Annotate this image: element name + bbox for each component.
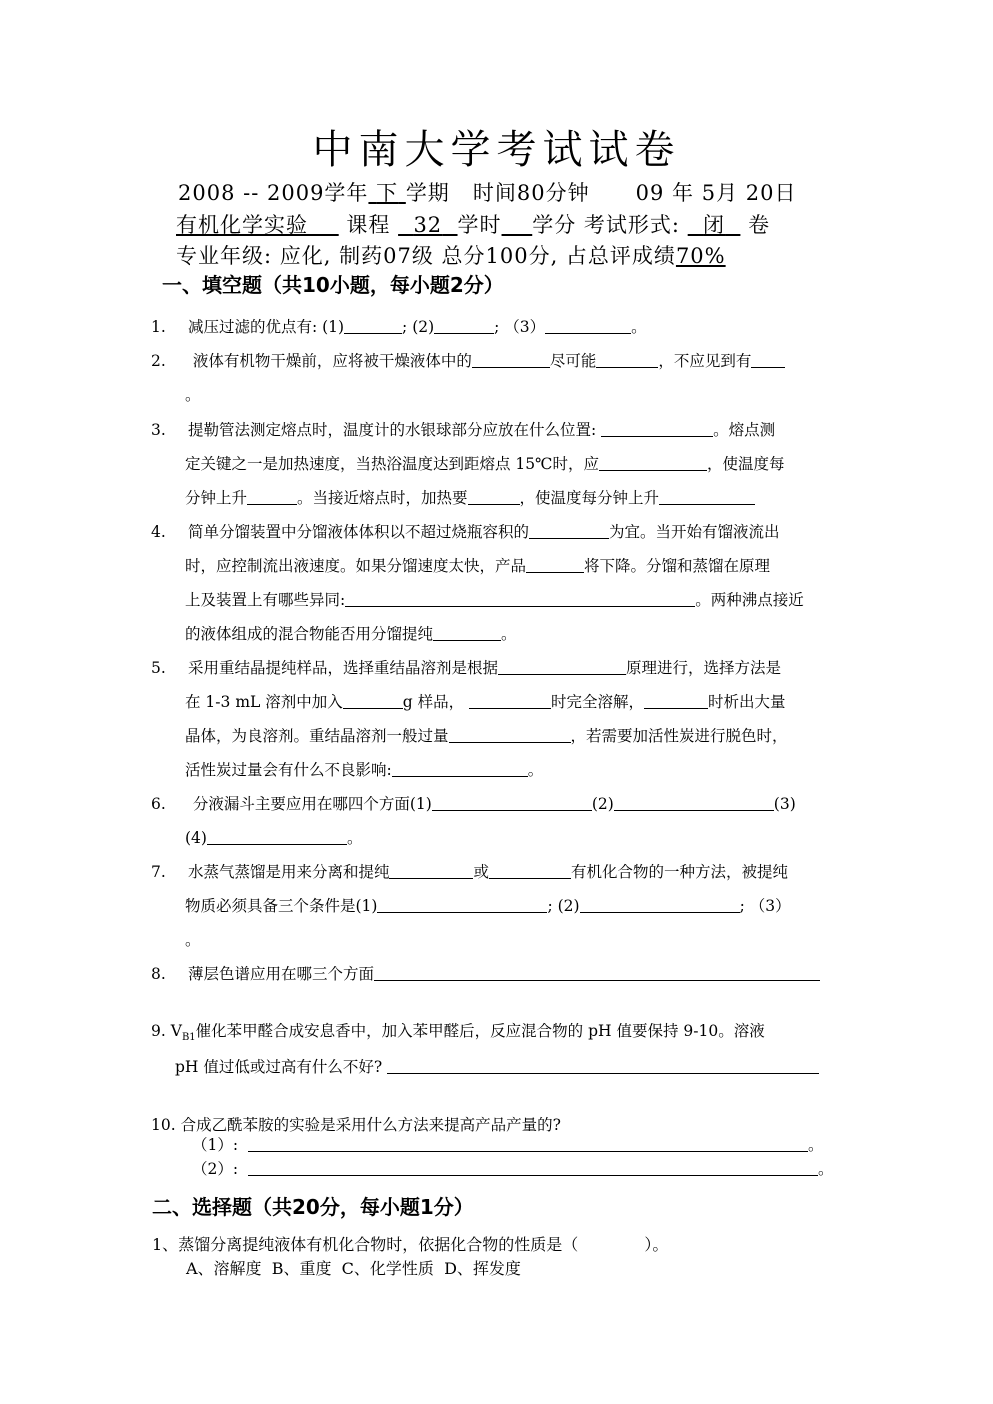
question-text: 。熔点测 bbox=[713, 421, 776, 439]
answer-blank[interactable] bbox=[392, 758, 528, 777]
question-text: (3) bbox=[773, 795, 796, 813]
answer-blank[interactable] bbox=[449, 724, 571, 743]
answer-blank[interactable] bbox=[377, 894, 547, 913]
question-3 bbox=[151, 413, 775, 447]
question-text: 催化苯甲醛合成安息香中，加入苯甲醛后，反应混合物的 pH 值要保持 9-10。溶液 bbox=[195, 1022, 765, 1040]
question-text: 蒸馏分离提纯液体有机化合物时，依据化合物的性质是（ bbox=[178, 1235, 579, 1254]
exam-title: 中南大学考试试卷 bbox=[312, 127, 681, 173]
hours-label: 学时 bbox=[457, 213, 502, 237]
answer-blank[interactable] bbox=[580, 894, 740, 913]
answer-blank[interactable] bbox=[434, 315, 494, 334]
question-7-end: 。 bbox=[185, 931, 201, 949]
question-text: 。两种沸点接近 bbox=[695, 591, 804, 609]
course-label: 课程 bbox=[346, 213, 391, 237]
answer-blank[interactable] bbox=[469, 690, 551, 709]
question-10-answer-1 bbox=[192, 1133, 823, 1157]
answer-blank[interactable] bbox=[599, 452, 707, 471]
answer-blank[interactable] bbox=[344, 315, 402, 334]
question-8 bbox=[151, 957, 820, 991]
question-text: 分钟上升 bbox=[185, 489, 248, 507]
question-text: 或 bbox=[473, 863, 489, 881]
answer-blank[interactable] bbox=[387, 1055, 819, 1074]
exam-form-label: 考试形式: bbox=[583, 213, 680, 237]
question-4-line-4 bbox=[185, 617, 517, 651]
answer-label: （2）: bbox=[192, 1160, 239, 1178]
question-text: ，不应见到有 bbox=[658, 352, 752, 370]
credit-blank bbox=[502, 213, 533, 237]
question-9 bbox=[151, 1014, 765, 1055]
question-text: 原理进行，选择方法是 bbox=[625, 659, 781, 677]
course-name: 有机化学实验 bbox=[176, 213, 308, 237]
question-text: ，使温度每分钟上升 bbox=[519, 489, 660, 507]
question-5-line-3 bbox=[185, 719, 788, 753]
exam-form: 闭 bbox=[703, 213, 726, 237]
question-text: 将下降。分馏和蒸馏在原理 bbox=[584, 557, 771, 575]
answer-blank[interactable] bbox=[374, 962, 820, 981]
question-text: 时完全溶解， bbox=[551, 693, 645, 711]
question-10-answer-2 bbox=[192, 1157, 833, 1181]
question-6 bbox=[151, 787, 796, 821]
academic-year: 2008 -- 2009学年 bbox=[178, 181, 369, 205]
question-number: 10. bbox=[151, 1116, 176, 1134]
answer-blank[interactable] bbox=[432, 792, 592, 811]
question-4 bbox=[151, 515, 779, 549]
question-1 bbox=[151, 310, 647, 344]
answer-blank[interactable] bbox=[526, 554, 584, 573]
question-text: 定关键之一是加热速度，当热浴温度达到距熔点 15℃时，应 bbox=[185, 455, 599, 473]
answer-blank[interactable] bbox=[472, 349, 550, 368]
question-text: 。当接近熔点时，加热要 bbox=[297, 489, 468, 507]
answer-blank[interactable] bbox=[248, 1133, 808, 1152]
answer-slot[interactable] bbox=[578, 1235, 644, 1254]
question-text: ）。 bbox=[644, 1235, 669, 1254]
question-number: 3. bbox=[151, 421, 166, 439]
question-3-line-2 bbox=[185, 447, 785, 481]
header-line-2 bbox=[176, 210, 770, 240]
question-text: ; （3） bbox=[739, 897, 791, 915]
vitamin-symbol: $V_{B1}$ bbox=[170, 1022, 196, 1044]
question-text: pH 值过低或过高有什么不好? bbox=[175, 1058, 383, 1076]
question-5-line-4 bbox=[185, 753, 543, 787]
question-6-line-2 bbox=[185, 821, 362, 855]
answer-label: （1）: bbox=[192, 1136, 239, 1154]
question-text: ; (2) bbox=[402, 318, 435, 336]
answer-blank[interactable] bbox=[596, 349, 658, 368]
question-text: 分液漏斗主要应用在哪四个方面(1) bbox=[192, 795, 432, 813]
question-text: 有机化合物的一种方法，被提纯 bbox=[570, 863, 788, 881]
exam-date: 09 年 5月 20日 bbox=[635, 181, 797, 205]
question-number: 6. bbox=[151, 795, 166, 813]
question-text: 合成乙酰苯胺的实验是采用什么方法来提高产品产量的? bbox=[180, 1116, 561, 1134]
question-text: 提勒管法测定熔点时，温度计的水银球部分应放在什么位置: bbox=[187, 421, 597, 439]
answer-blank[interactable] bbox=[529, 520, 609, 539]
question-text: ; (2) bbox=[547, 897, 580, 915]
question-text: 上及装置上有哪些异同: bbox=[185, 591, 346, 609]
answer-blank[interactable] bbox=[248, 1157, 818, 1176]
course-hours: 32 bbox=[413, 213, 443, 237]
answer-blank[interactable] bbox=[343, 690, 403, 709]
section-2-title: 二、选择题（共20分，每小题1分） bbox=[152, 1195, 474, 1219]
question-number: 1、 bbox=[152, 1235, 179, 1254]
answer-blank[interactable] bbox=[751, 349, 785, 368]
question-text: 采用重结晶提纯样品，选择重结晶溶剂是根据 bbox=[187, 659, 498, 677]
question-text: 尽可能 bbox=[549, 352, 597, 370]
question-2-end: 。 bbox=[185, 386, 201, 404]
question-number: 2. bbox=[151, 352, 166, 370]
answer-blank[interactable] bbox=[468, 486, 520, 505]
answer-blank[interactable] bbox=[644, 690, 708, 709]
answer-blank[interactable] bbox=[433, 622, 501, 641]
answer-blank[interactable] bbox=[601, 418, 713, 437]
question-text: 。 bbox=[501, 625, 517, 643]
question-5 bbox=[151, 651, 781, 685]
question-text: 简单分馏装置中分馏液体体积以不超过烧瓶容积的 bbox=[187, 523, 529, 541]
question-text: 。 bbox=[346, 829, 363, 847]
section-1-title: 一、填空题（共10小题，每小题2分） bbox=[162, 273, 504, 297]
question-text: 的液体组成的混合物能否用分馏提纯 bbox=[185, 625, 434, 643]
question-text: 。 bbox=[631, 318, 647, 336]
question-text: (4) bbox=[185, 829, 207, 847]
answer-blank[interactable] bbox=[545, 315, 631, 334]
answer-blank[interactable] bbox=[489, 860, 571, 879]
answer-blank[interactable] bbox=[207, 826, 347, 845]
question-text: 时析出大量 bbox=[708, 693, 786, 711]
question-5-line-2 bbox=[185, 685, 786, 719]
question-text: ; （3） bbox=[494, 318, 546, 336]
question-3-line-3 bbox=[185, 481, 755, 515]
header-line-3 bbox=[176, 241, 726, 271]
answer-blank[interactable] bbox=[498, 656, 626, 675]
answer-blank[interactable] bbox=[345, 588, 695, 607]
question-number: 8. bbox=[151, 965, 166, 983]
question-number: 4. bbox=[151, 523, 166, 541]
answer-blank[interactable] bbox=[389, 860, 473, 879]
question-text: ，若需要加活性炭进行脱色时， bbox=[570, 727, 788, 745]
question-9-line-2 bbox=[175, 1050, 819, 1084]
header-line-1 bbox=[178, 178, 796, 208]
question-number: 5. bbox=[151, 659, 166, 677]
question-text: 薄层色谱应用在哪三个方面 bbox=[187, 965, 374, 983]
credit-label: 学分 bbox=[532, 213, 577, 237]
choice-question-1 bbox=[152, 1233, 668, 1257]
question-text: 晶体，为良溶剂。重结晶溶剂一般过量 bbox=[185, 727, 449, 745]
major-info: 专业年级: 应化, 制药07级 总分100分, 占总评成绩 bbox=[176, 244, 676, 268]
term-suffix: 学期 bbox=[405, 181, 450, 205]
question-text: 为宜。当开始有馏液流出 bbox=[608, 523, 780, 541]
exam-form-suffix: 卷 bbox=[748, 213, 771, 237]
question-text: 物质必须具备三个条件是(1) bbox=[185, 897, 378, 915]
question-number: 9. bbox=[151, 1022, 166, 1040]
question-7-line-2 bbox=[185, 889, 791, 923]
question-text: 液体有机物干燥前，应将被干燥液体中的 bbox=[192, 352, 472, 370]
question-text: 。 bbox=[527, 761, 544, 779]
question-text: (2) bbox=[591, 795, 614, 813]
question-4-line-3 bbox=[185, 583, 804, 617]
question-text: 。 bbox=[817, 1160, 834, 1178]
question-text: 减压过滤的优点有: (1) bbox=[187, 318, 345, 336]
question-number: 1. bbox=[151, 318, 166, 336]
question-text: 时，应控制流出液速度。如果分馏速度太快，产品 bbox=[185, 557, 527, 575]
question-text: 活性炭过量会有什么不良影响: bbox=[185, 761, 392, 779]
question-text: 水蒸气蒸馏是用来分离和提纯 bbox=[187, 863, 390, 881]
question-text: ，使温度每 bbox=[707, 455, 785, 473]
question-2 bbox=[151, 344, 785, 378]
exam-duration: 时间80分钟 bbox=[472, 181, 590, 205]
question-number: 7. bbox=[151, 863, 166, 881]
question-text: 。 bbox=[807, 1136, 824, 1154]
question-text: g 样品， bbox=[402, 693, 465, 711]
answer-blank[interactable] bbox=[614, 792, 774, 811]
question-text: 在 1-3 mL 溶剂中加入 bbox=[185, 693, 343, 711]
question-7 bbox=[151, 855, 788, 889]
choice-options: A、溶解度 B、重度 C、化学性质 D、挥发度 bbox=[186, 1259, 521, 1278]
answer-blank[interactable] bbox=[659, 486, 755, 505]
term: 下 bbox=[376, 181, 399, 205]
answer-blank[interactable] bbox=[247, 486, 297, 505]
question-4-line-2 bbox=[185, 549, 770, 583]
grade-weight: 70% bbox=[675, 244, 726, 268]
